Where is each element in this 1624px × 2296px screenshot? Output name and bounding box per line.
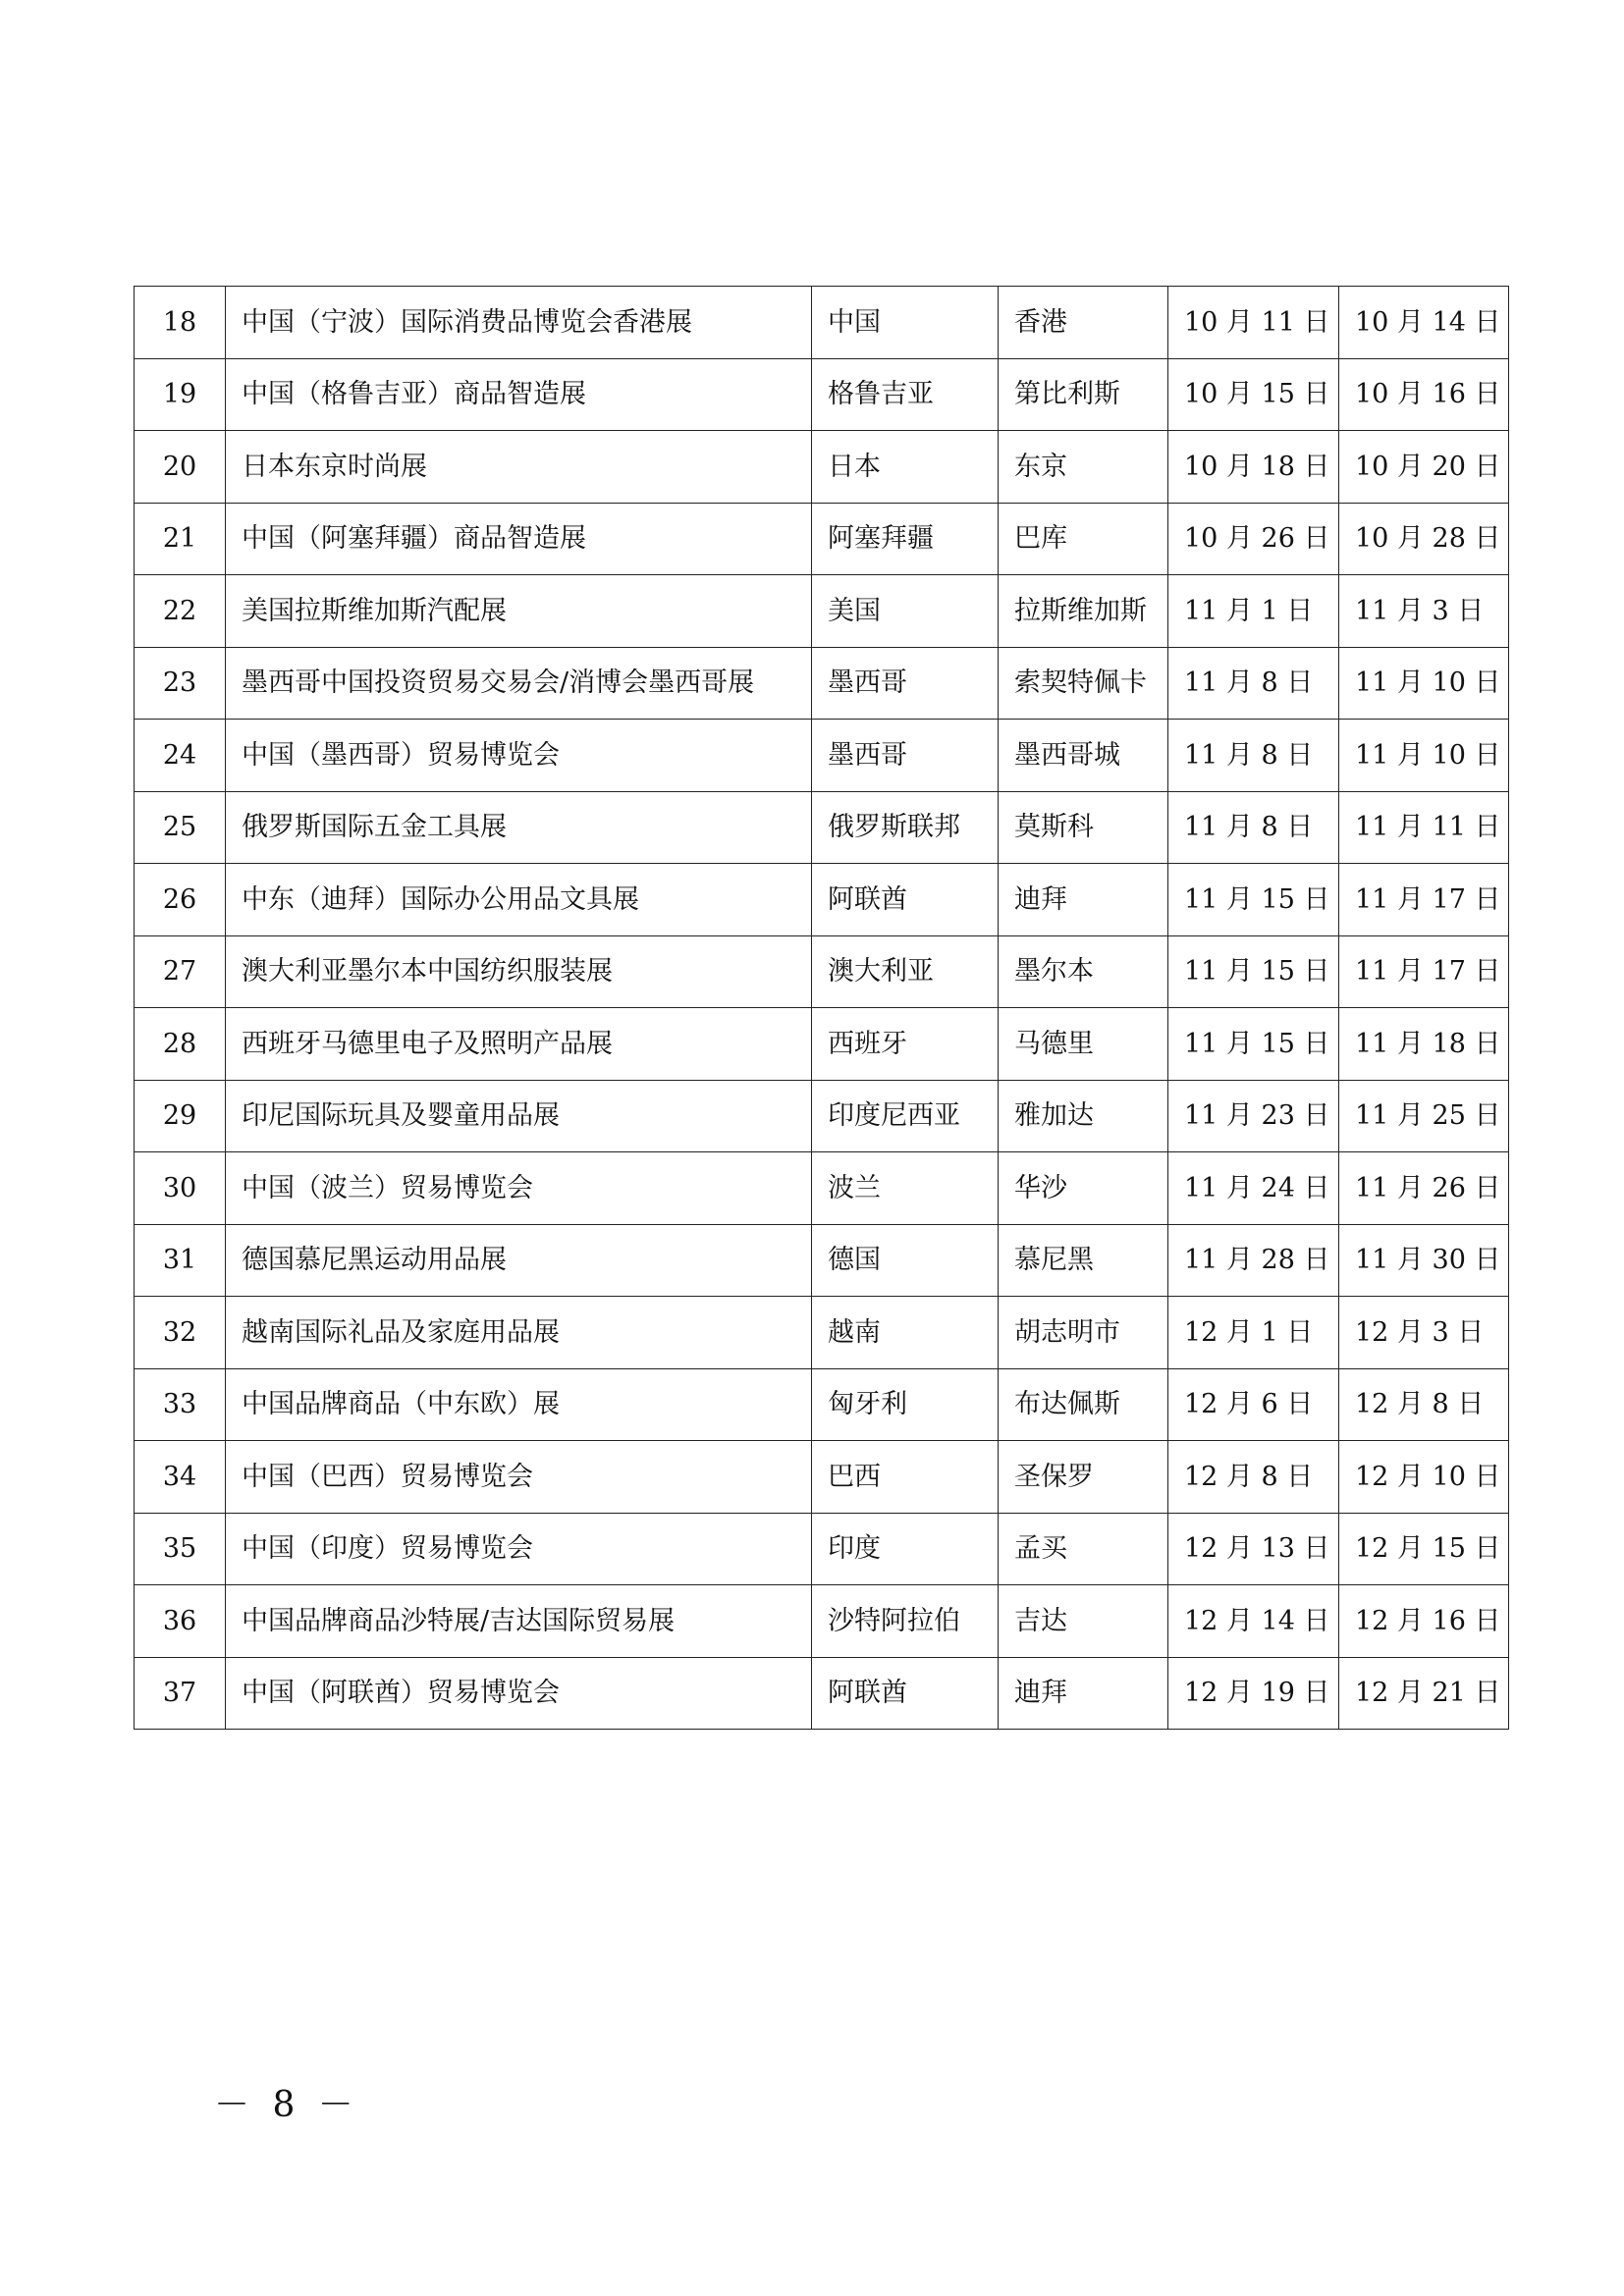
start-date-cell: 12 月 14 日	[1168, 1585, 1339, 1658]
row-number-cell: 27	[135, 935, 226, 1008]
exhibition-name-cell: 中国（波兰）贸易博览会	[226, 1152, 812, 1225]
start-date-cell: 11 月 8 日	[1168, 791, 1339, 864]
host-city-cell: 吉达	[999, 1585, 1168, 1658]
start-date-cell: 12 月 1 日	[1168, 1297, 1339, 1369]
table-row	[135, 1080, 1509, 1152]
end-date-cell: 12 月 10 日	[1339, 1441, 1509, 1514]
exhibition-name-cell: 澳大利亚墨尔本中国纺织服装展	[226, 935, 812, 1008]
host-city-cell: 马德里	[999, 1008, 1168, 1081]
host-city-cell: 墨西哥城	[999, 720, 1168, 792]
row-number-cell: 33	[135, 1368, 226, 1441]
start-date-cell: 12 月 8 日	[1168, 1441, 1339, 1514]
row-number-cell: 19	[135, 358, 226, 431]
host-city-cell: 东京	[999, 431, 1168, 504]
table-row	[135, 287, 1509, 359]
end-date-cell: 11 月 17 日	[1339, 864, 1509, 936]
end-date-cell: 10 月 14 日	[1339, 287, 1509, 359]
start-date-cell: 11 月 15 日	[1168, 935, 1339, 1008]
start-date-cell: 12 月 13 日	[1168, 1513, 1339, 1585]
row-number-cell: 25	[135, 791, 226, 864]
row-number-cell: 32	[135, 1297, 226, 1369]
start-date-cell: 11 月 1 日	[1168, 575, 1339, 648]
row-number-cell: 22	[135, 575, 226, 648]
table-row	[135, 575, 1509, 648]
end-date-cell: 12 月 15 日	[1339, 1513, 1509, 1585]
table-row	[135, 647, 1509, 720]
host-city-cell: 慕尼黑	[999, 1224, 1168, 1297]
exhibition-name-cell: 墨西哥中国投资贸易交易会/消博会墨西哥展	[226, 647, 812, 720]
table-row	[135, 1441, 1509, 1514]
exhibition-name-cell: 德国慕尼黑运动用品展	[226, 1224, 812, 1297]
exhibition-name-cell: 日本东京时尚展	[226, 431, 812, 504]
host-country-cell: 美国	[812, 575, 999, 648]
table-row	[135, 1657, 1509, 1730]
start-date-cell: 10 月 26 日	[1168, 503, 1339, 575]
exhibition-name-cell: 中国品牌商品沙特展/吉达国际贸易展	[226, 1585, 812, 1658]
start-date-cell: 11 月 15 日	[1168, 864, 1339, 936]
start-date-cell: 11 月 8 日	[1168, 720, 1339, 792]
end-date-cell: 11 月 10 日	[1339, 647, 1509, 720]
end-date-cell: 12 月 3 日	[1339, 1297, 1509, 1369]
host-city-cell: 胡志明市	[999, 1297, 1168, 1369]
end-date-cell: 12 月 21 日	[1339, 1657, 1509, 1730]
table-row	[135, 864, 1509, 936]
host-city-cell: 雅加达	[999, 1080, 1168, 1152]
host-country-cell: 中国	[812, 287, 999, 359]
start-date-cell: 10 月 18 日	[1168, 431, 1339, 504]
row-number-cell: 29	[135, 1080, 226, 1152]
row-number-cell: 28	[135, 1008, 226, 1081]
table-row	[135, 1152, 1509, 1225]
host-country-cell: 越南	[812, 1297, 999, 1369]
end-date-cell: 11 月 25 日	[1339, 1080, 1509, 1152]
exhibition-name-cell: 越南国际礼品及家庭用品展	[226, 1297, 812, 1369]
end-date-cell: 11 月 30 日	[1339, 1224, 1509, 1297]
end-date-cell: 11 月 26 日	[1339, 1152, 1509, 1225]
exhibition-name-cell: 中国（印度）贸易博览会	[226, 1513, 812, 1585]
host-country-cell: 阿联酋	[812, 1657, 999, 1730]
exhibition-name-cell: 美国拉斯维加斯汽配展	[226, 575, 812, 648]
host-city-cell: 墨尔本	[999, 935, 1168, 1008]
table-row	[135, 1368, 1509, 1441]
host-country-cell: 印度尼西亚	[812, 1080, 999, 1152]
table-row	[135, 1008, 1509, 1081]
table-row	[135, 431, 1509, 504]
page-number: － 8 －	[214, 2085, 359, 2125]
host-city-cell: 布达佩斯	[999, 1368, 1168, 1441]
start-date-cell: 12 月 6 日	[1168, 1368, 1339, 1441]
host-country-cell: 阿塞拜疆	[812, 503, 999, 575]
host-city-cell: 香港	[999, 287, 1168, 359]
start-date-cell: 11 月 23 日	[1168, 1080, 1339, 1152]
exhibition-name-cell: 西班牙马德里电子及照明产品展	[226, 1008, 812, 1081]
row-number-cell: 30	[135, 1152, 226, 1225]
row-number-cell: 36	[135, 1585, 226, 1658]
end-date-cell: 12 月 8 日	[1339, 1368, 1509, 1441]
row-number-cell: 20	[135, 431, 226, 504]
host-country-cell: 匈牙利	[812, 1368, 999, 1441]
end-date-cell: 10 月 20 日	[1339, 431, 1509, 504]
row-number-cell: 34	[135, 1441, 226, 1514]
host-city-cell: 孟买	[999, 1513, 1168, 1585]
table-row	[135, 935, 1509, 1008]
start-date-cell: 11 月 8 日	[1168, 647, 1339, 720]
host-city-cell: 迪拜	[999, 1657, 1168, 1730]
table-row	[135, 358, 1509, 431]
row-number-cell: 35	[135, 1513, 226, 1585]
host-country-cell: 波兰	[812, 1152, 999, 1225]
host-country-cell: 墨西哥	[812, 720, 999, 792]
exhibition-name-cell: 中国（墨西哥）贸易博览会	[226, 720, 812, 792]
exhibition-name-cell: 印尼国际玩具及婴童用品展	[226, 1080, 812, 1152]
start-date-cell: 10 月 15 日	[1168, 358, 1339, 431]
exhibition-name-cell: 中国品牌商品（中东欧）展	[226, 1368, 812, 1441]
end-date-cell: 10 月 16 日	[1339, 358, 1509, 431]
host-city-cell: 索契特佩卡	[999, 647, 1168, 720]
host-country-cell: 沙特阿拉伯	[812, 1585, 999, 1658]
start-date-cell: 11 月 28 日	[1168, 1224, 1339, 1297]
host-country-cell: 俄罗斯联邦	[812, 791, 999, 864]
host-city-cell: 第比利斯	[999, 358, 1168, 431]
end-date-cell: 10 月 28 日	[1339, 503, 1509, 575]
start-date-cell: 11 月 15 日	[1168, 1008, 1339, 1081]
start-date-cell: 10 月 11 日	[1168, 287, 1339, 359]
host-country-cell: 印度	[812, 1513, 999, 1585]
row-number-cell: 23	[135, 647, 226, 720]
exhibition-schedule-table	[134, 286, 1509, 1730]
host-city-cell: 圣保罗	[999, 1441, 1168, 1514]
host-city-cell: 莫斯科	[999, 791, 1168, 864]
host-country-cell: 阿联酋	[812, 864, 999, 936]
exhibition-name-cell: 中国（格鲁吉亚）商品智造展	[226, 358, 812, 431]
host-city-cell: 华沙	[999, 1152, 1168, 1225]
host-country-cell: 墨西哥	[812, 647, 999, 720]
end-date-cell: 12 月 16 日	[1339, 1585, 1509, 1658]
host-country-cell: 澳大利亚	[812, 935, 999, 1008]
host-city-cell: 巴库	[999, 503, 1168, 575]
exhibition-name-cell: 中国（宁波）国际消费品博览会香港展	[226, 287, 812, 359]
row-number-cell: 26	[135, 864, 226, 936]
end-date-cell: 11 月 10 日	[1339, 720, 1509, 792]
table-row	[135, 1297, 1509, 1369]
exhibition-name-cell: 中国（阿塞拜疆）商品智造展	[226, 503, 812, 575]
table-row	[135, 1513, 1509, 1585]
start-date-cell: 12 月 19 日	[1168, 1657, 1339, 1730]
end-date-cell: 11 月 3 日	[1339, 575, 1509, 648]
host-country-cell: 德国	[812, 1224, 999, 1297]
exhibition-name-cell: 中国（巴西）贸易博览会	[226, 1441, 812, 1514]
host-city-cell: 迪拜	[999, 864, 1168, 936]
table-row	[135, 503, 1509, 575]
table-row	[135, 1224, 1509, 1297]
end-date-cell: 11 月 17 日	[1339, 935, 1509, 1008]
table-row	[135, 1585, 1509, 1658]
exhibition-name-cell: 中国（阿联酋）贸易博览会	[226, 1657, 812, 1730]
row-number-cell: 21	[135, 503, 226, 575]
start-date-cell: 11 月 24 日	[1168, 1152, 1339, 1225]
table-row	[135, 720, 1509, 792]
host-country-cell: 格鲁吉亚	[812, 358, 999, 431]
host-country-cell: 巴西	[812, 1441, 999, 1514]
row-number-cell: 18	[135, 287, 226, 359]
row-number-cell: 31	[135, 1224, 226, 1297]
host-city-cell: 拉斯维加斯	[999, 575, 1168, 648]
table-row	[135, 791, 1509, 864]
row-number-cell: 37	[135, 1657, 226, 1730]
exhibition-name-cell: 中东（迪拜）国际办公用品文具展	[226, 864, 812, 936]
exhibition-name-cell: 俄罗斯国际五金工具展	[226, 791, 812, 864]
host-country-cell: 西班牙	[812, 1008, 999, 1081]
host-country-cell: 日本	[812, 431, 999, 504]
end-date-cell: 11 月 18 日	[1339, 1008, 1509, 1081]
end-date-cell: 11 月 11 日	[1339, 791, 1509, 864]
row-number-cell: 24	[135, 720, 226, 792]
schedule-table-body	[135, 287, 1509, 1730]
